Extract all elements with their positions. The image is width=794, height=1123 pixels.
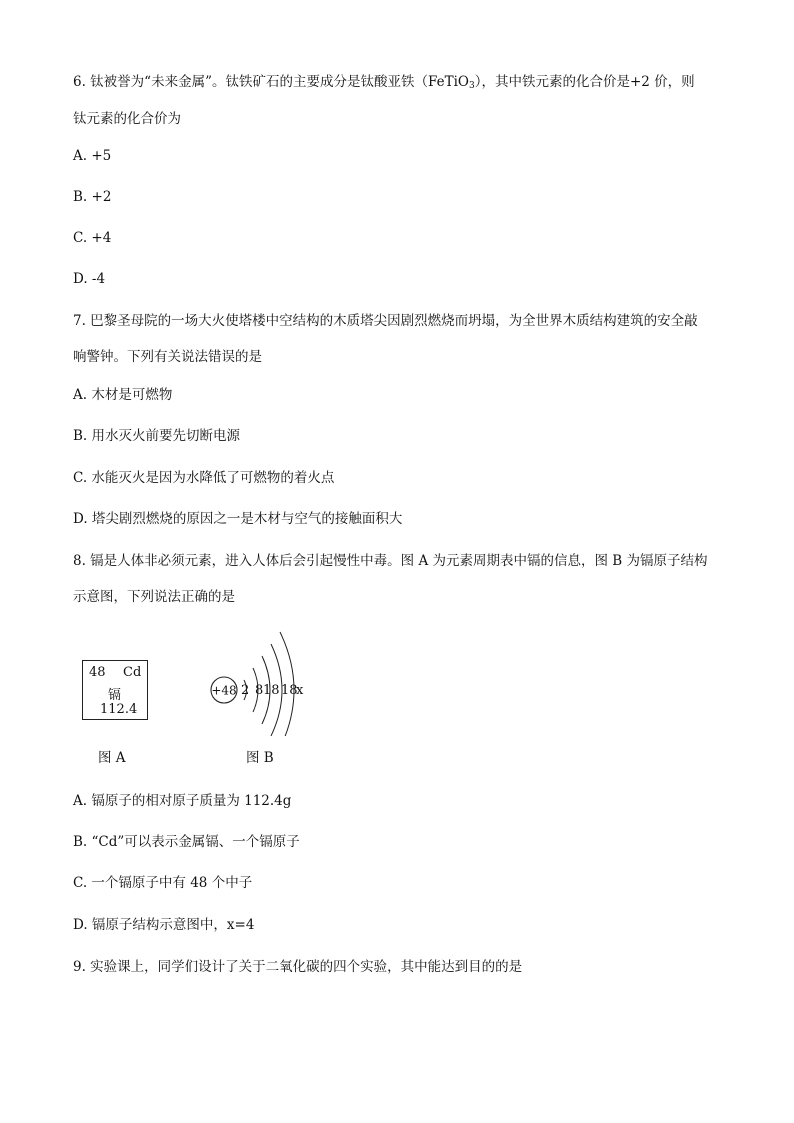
q8-option-a: A. 镉原子的相对原子质量为 112.4g [73, 793, 292, 809]
shell-electron-count: 18 [281, 683, 298, 698]
q8-stem-line2: 示意图，下列说法正确的是 [73, 589, 235, 605]
q6-stem-line1 [73, 73, 695, 95]
q6-option-d: D. -4 [73, 271, 106, 287]
q7-stem-line2: 响警钟。下列有关说法错误的是 [73, 349, 262, 365]
element-symbol: Cd [123, 665, 142, 680]
figure-a-caption: 图 A [98, 750, 126, 766]
q6-option-b: B. +2 [73, 189, 112, 205]
shell-electron-count: x [296, 683, 304, 698]
q7-option-a: A. 木材是可燃物 [73, 387, 173, 403]
shell-electron-count: 18 [263, 683, 280, 698]
q8-stem-line1: 8. 镉是人体非必须元素，进入人体后会引起慢性中毒。图 A 为元素周期表中镉的信息，图 B 为镉原子结构 [73, 553, 708, 569]
nucleus-charge: +48 [211, 683, 237, 698]
atomic-mass: 112.4 [100, 702, 138, 717]
q9-stem-line1: 9. 实验课上，同学们设计了关于二氧化碳的四个实验，其中能达到目的的是 [73, 959, 523, 975]
q6-stem-part-b: ），其中铁元素的化合价是+2 价，则 [474, 74, 695, 90]
q6-option-a: A. +5 [73, 148, 112, 164]
shell-electron-count: 2 [241, 683, 250, 698]
q8-option-c: C. 一个镉原子中有 48 个中子 [73, 875, 253, 891]
q6-stem-part-a: 6. 钛被誉为“未来金属”。钛铁矿石的主要成分是钛酸亚铁（FeTiO [73, 74, 469, 90]
q7-option-c: C. 水能灭火是因为水降低了可燃物的着火点 [73, 470, 335, 486]
q8-option-b: B. “Cd”可以表示金属镉、一个镉原子 [73, 834, 300, 850]
shell-electron-count: 8 [255, 683, 264, 698]
q6-formula-subscript: 3 [468, 81, 475, 91]
q6-option-c: C. +4 [73, 230, 112, 246]
q6-stem-line2: 钛元素的化合价为 [73, 111, 181, 127]
q7-option-b: B. 用水灭火前要先切断电源 [73, 428, 241, 444]
atomic-structure-diagram [205, 626, 315, 736]
element-name: 镉 [108, 688, 122, 703]
q7-stem-line1: 7. 巴黎圣母院的一场大火使塔楼中空结构的木质塔尖因剧烈燃烧而坍塌，为全世界木质结构建筑的安全敲 [73, 313, 698, 329]
periodic-table-cell [82, 660, 148, 720]
q7-option-d: D. 塔尖剧烈燃烧的原因之一是木材与空气的接触面积大 [73, 511, 403, 527]
atomic-number: 48 [89, 665, 106, 680]
q8-option-d: D. 镉原子结构示意图中，x=4 [73, 917, 255, 933]
figure-b-caption: 图 B [246, 750, 274, 766]
